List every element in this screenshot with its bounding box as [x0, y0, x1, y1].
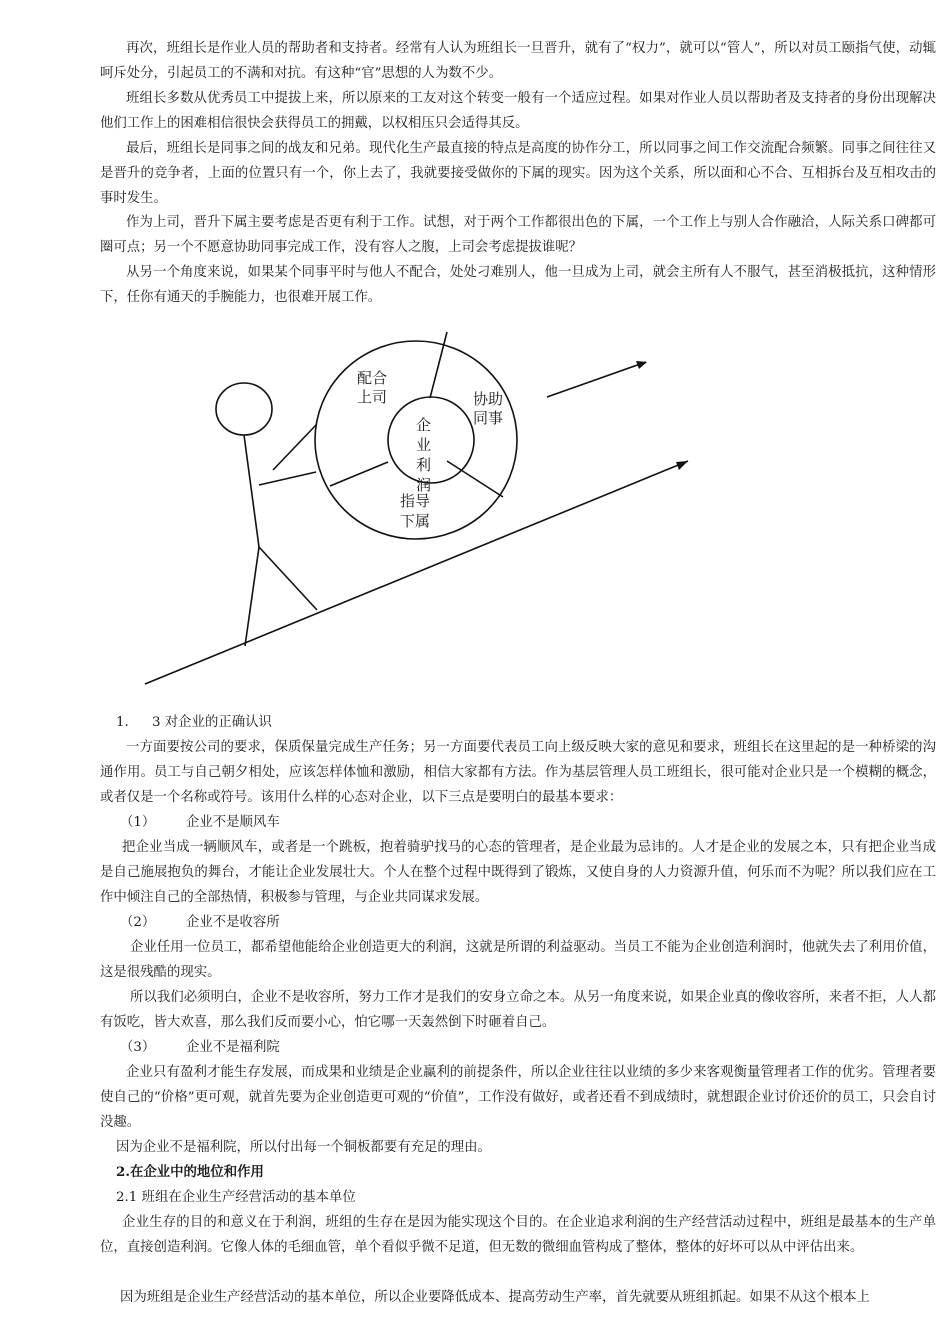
paragraph: 作为上司，晋升下属主要考虑是否更有利于工作。试想，对于两个工作都很出色的下属，一个工作上与别人合作融洽，人际关系口碑都可圈可点；另一个不愿意协助同事完成工作，没有容人之腹，上司会考虑提拔谁呢？	[100, 215, 936, 255]
item-number: （2）	[120, 915, 156, 930]
label-assist-colleague-2: 同事	[473, 409, 504, 427]
paragraph: 一方面要按公司的要求，保质保量完成生产任务；另一方面要代表员工向上级反映大家的意见和要求，班组长在这里起的是一种桥梁的沟通作用。员工与自己朝夕相处，应该怎样体恤和激励，相信大家都有方法。作为基层管理人员工班组长，很可能对企业只是一个模糊的概念，或者仅是一个名称或符号。该用什么样的心态对企业，以下三点是要明白的最基本要求：	[100, 740, 936, 805]
slope-arrowhead	[676, 461, 688, 470]
paragraph: 因为班组是企业生产经营活动的基本单位，所以企业要降低成本、提高劳动生产率，首先就要从班组抓起。如果不从这个根本上	[120, 1290, 870, 1305]
item-title: 企业不是福利院	[186, 1040, 280, 1055]
label-center-4: 润	[416, 476, 432, 494]
paragraph: 把企业当成一辆顺风车，或者是一个跳板，抱着骑驴找马的心态的管理者，是企业最为忌讳的。人才是企业的发展之本，只有把企业当成是自己施展抱负的舞台，才能让企业发展壮大。个人在整个过程中既得到了锻炼，又使自身的人力资源升值，何乐而不为呢？所以我们应在工作中倾注自己的全部热情，积极参与管理，与企业共同谋求发展。	[100, 840, 936, 905]
divider-right	[447, 461, 503, 497]
direction-arrowhead	[636, 361, 647, 369]
paragraph: 所以我们必须明白，企业不是收容所，努力工作才是我们的安身立命之本。从另一角度来说，如果企业真的像收容所，来者不拒，人人都有饭吃，皆大欢喜，那么我们反而要小心，怕它哪一天轰然倒下时砸着自己。	[100, 990, 936, 1030]
figure-leg-back	[245, 547, 259, 646]
label-assist-colleague-1: 协助	[473, 390, 504, 408]
figure-leg-front	[259, 547, 317, 610]
label-center-3: 利	[416, 456, 432, 474]
label-center-2: 业	[416, 436, 432, 454]
label-support-superior-2: 上司	[357, 388, 388, 406]
stick-figure-diagram	[0, 320, 950, 700]
label-center-1: 企	[416, 416, 432, 434]
item-title: 企业不是顺风车	[186, 815, 280, 830]
figure-arm-lower	[259, 472, 316, 485]
paragraph: 班组长多数从优秀员工中提拔上来，所以原来的工友对这个转变一般有一个适应过程。如果对作业人员以帮助者及支持者的身份出现解决他们工作上的困难相信很快会获得员工的拥戴，以权相压只会适得其反。	[100, 91, 936, 131]
figure-head	[216, 383, 272, 435]
item-title: 企业不是收容所	[186, 915, 280, 930]
paragraph: 再次，班组长是作业人员的帮助者和支持者。经常有人认为班组长一旦晋升，就有了“权力”，就可以“管人”，所以对员工颐指气使，动辄呵斥处分，引起员工的不满和对抗。有这种“官”思想的人为数不少。	[100, 41, 936, 81]
figure-arm-upper	[273, 425, 316, 470]
item-number: （3）	[120, 1040, 156, 1055]
paragraph: 最后，班组长是同事之间的战友和兄弟。现代化生产最直接的特点是高度的协作分工，所以同事之间工作交流配合频繁。同事之间往往又是晋升的竞争者，上面的位置只有一个，你上去了，我就要接受做你的下属的现实。因为这个关系，所以面和心不合、互相拆台及互相攻击的事时发生。	[100, 141, 936, 206]
label-support-superior-1: 配合	[357, 369, 388, 387]
paragraph: 企业生存的目的和意义在于利润，班组的生存在是因为能实现这个目的。在企业追求利润的生产经营活动过程中，班组是最基本的生产单位，直接创造利润。它像人体的毛细血管，单个看似乎微不足道，但无数的微细血管构成了整体，整体的好坏可以从中评估出来。	[100, 1215, 936, 1255]
paragraph: 因为企业不是福利院，所以付出每一个铜板都要有充足的理由。	[116, 1140, 491, 1155]
label-guide-subordinate-2: 下属	[400, 512, 431, 530]
heading-2: 2.在企业中的地位和作用	[116, 1164, 264, 1180]
paragraph: 企业只有盈利才能生存发展，而成果和业绩是企业赢利的前提条件，所以企业往往以业绩的多少来客观衡量管理者工作的优劣。管理者要使自己的“价格”更可观，就首先要为企业创造更可观的“价值”，工作没有做好，或者还看不到成绩时，就想跟企业讨价还价的员工，只会自讨没趣。	[100, 1065, 936, 1130]
item-number: （1）	[120, 815, 156, 830]
section-number: 1.	[116, 715, 129, 730]
section-title: 3 对企业的正确认识	[152, 715, 272, 730]
label-guide-subordinate-1: 指导	[400, 492, 431, 510]
paragraph: 从另一个角度来说，如果某个同事平时与他人不配合，处处刁难别人，他一旦成为上司，就会主所有人不服气，甚至消极抵抗，这种情形下，任你有通天的手腕能力，也很难开展工作。	[100, 265, 936, 305]
paragraph: 企业任用一位员工，都希望他能给企业创造更大的利润，这就是所谓的利益驱动。当员工不能为企业创造利润时，他就失去了利用价值，这是很残酷的现实。	[100, 940, 936, 980]
direction-arrow-line	[547, 362, 646, 397]
figure-body	[244, 435, 259, 547]
heading-2-1: 2.1 班组在企业生产经营活动的基本单位	[116, 1190, 356, 1205]
divider-left	[330, 462, 388, 486]
